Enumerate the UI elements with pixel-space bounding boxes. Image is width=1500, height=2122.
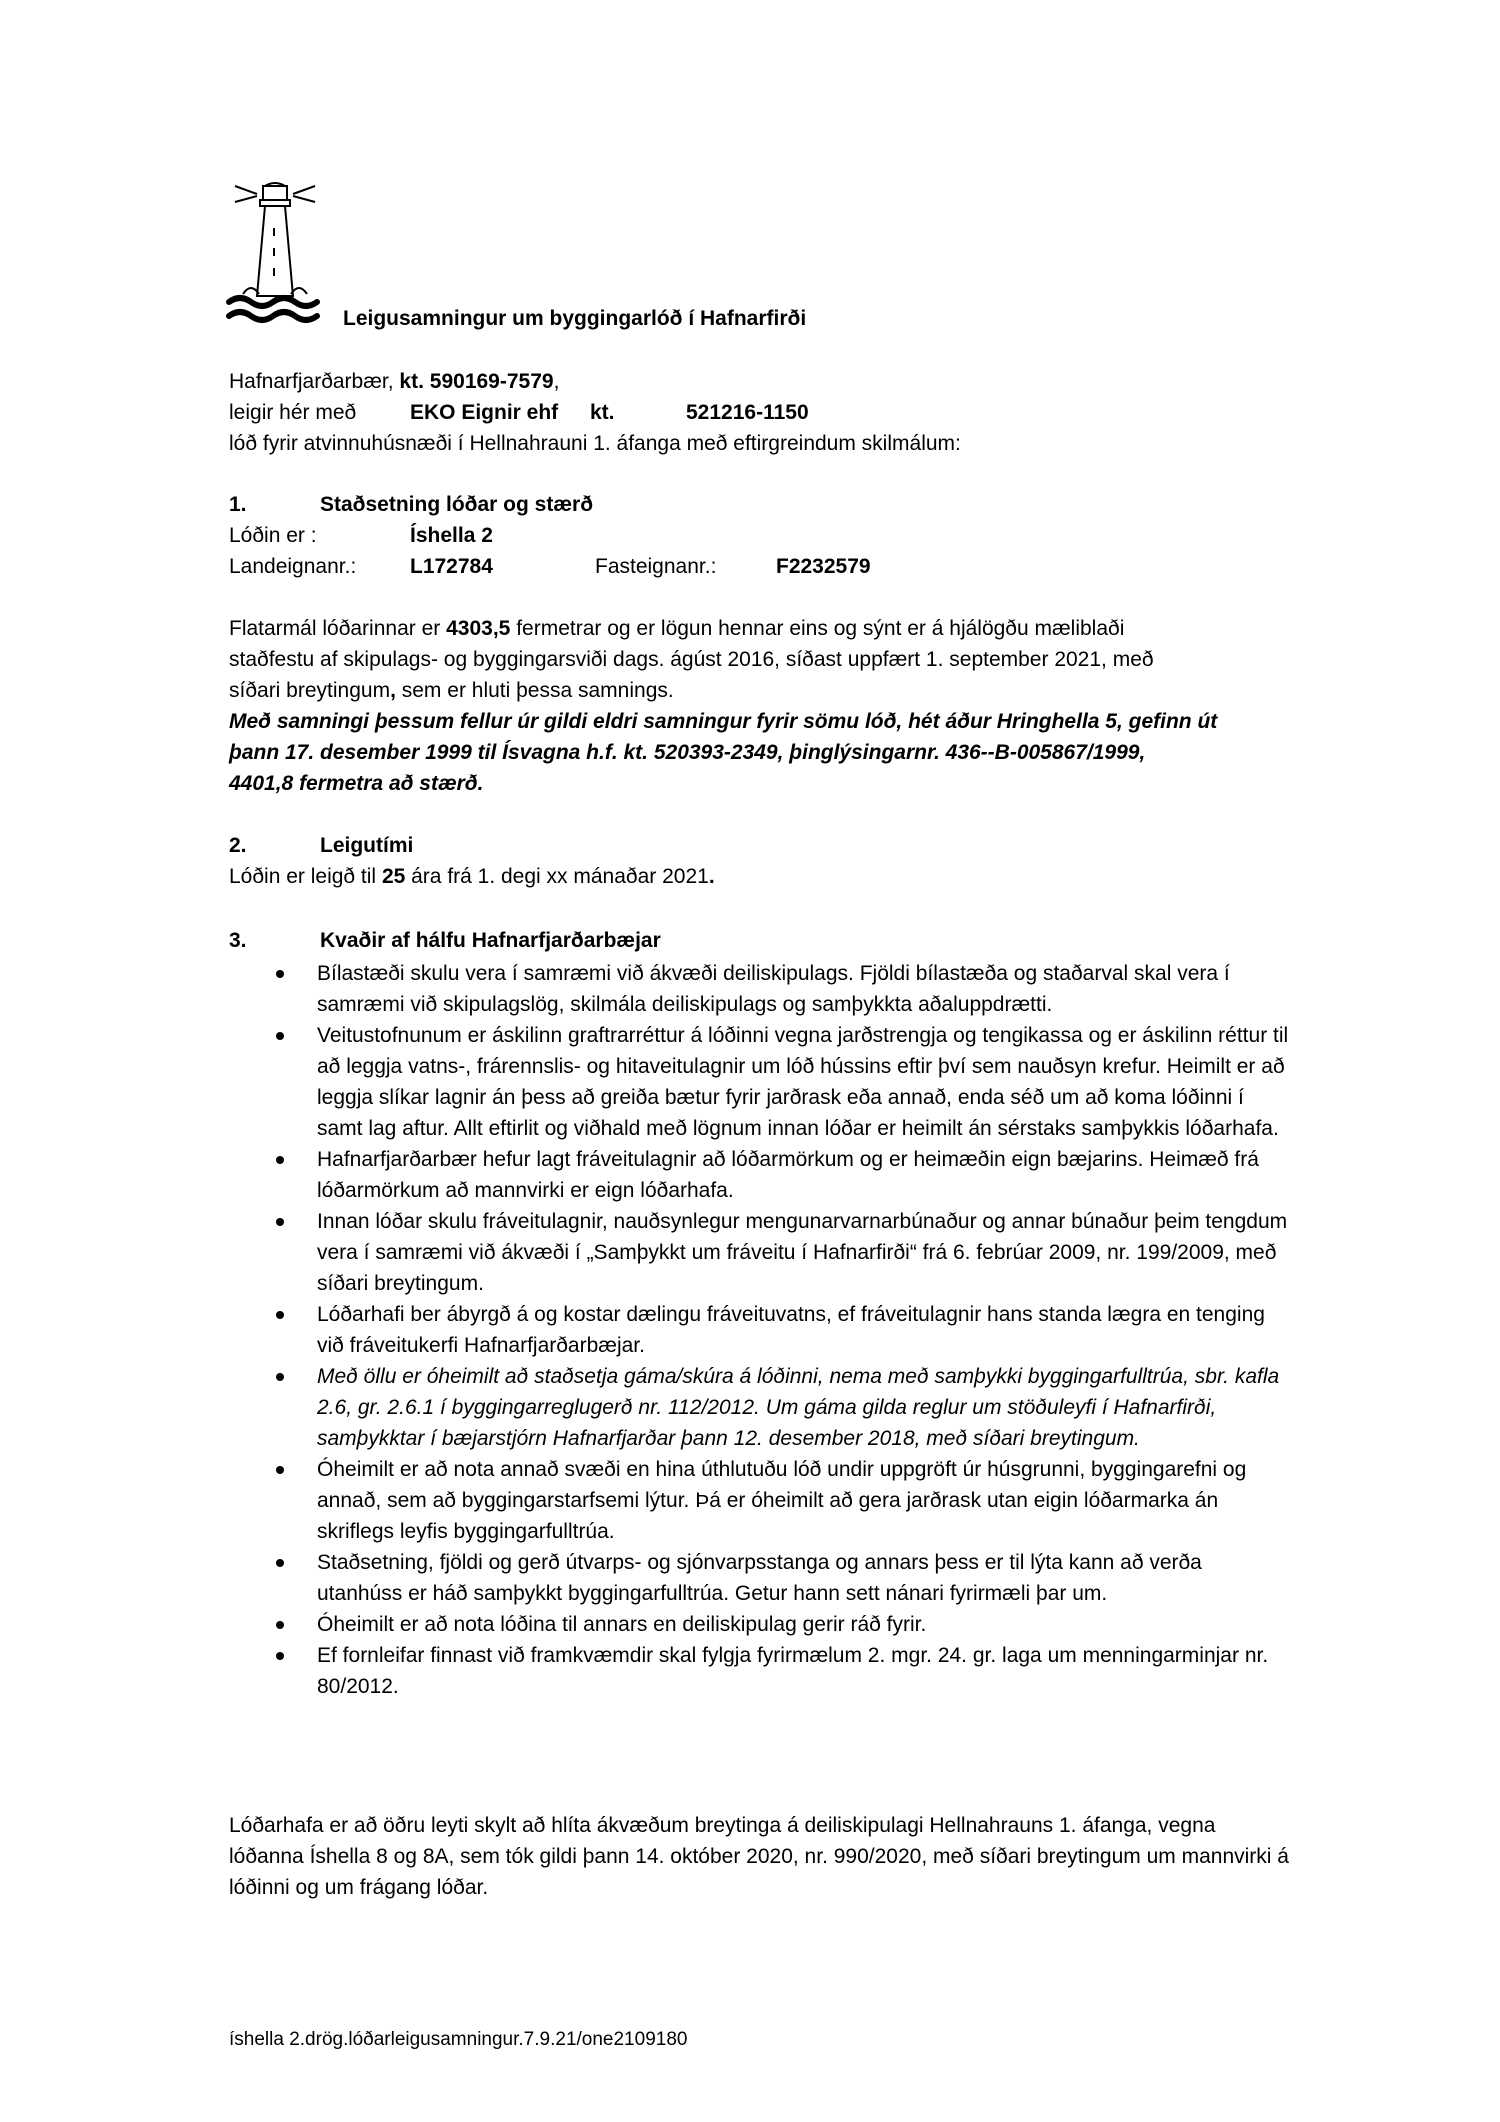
lessor-comma: , bbox=[553, 370, 560, 393]
area-line-3-comma: , bbox=[390, 679, 396, 702]
bullet-icon bbox=[276, 1032, 284, 1040]
lessor-kt: 590169-7579 bbox=[429, 370, 554, 393]
area-line-3a: síðari breytingum bbox=[229, 679, 391, 702]
bullet-icon bbox=[276, 1466, 284, 1474]
bullet-icon bbox=[276, 1652, 284, 1660]
lease-term-suffix: ára frá 1. degi xx mánaðar 2021 bbox=[405, 865, 709, 888]
area-line-1 bbox=[229, 613, 1124, 644]
list-item bbox=[276, 1020, 1291, 1144]
lodin-label: Lóðin er : bbox=[229, 524, 317, 547]
section-2-title: Leigutími bbox=[320, 834, 414, 857]
lessor-name: Hafnarfjarðarbær, bbox=[229, 370, 394, 393]
lodin-value: Íshella 2 bbox=[410, 524, 493, 547]
list-item-text: Hafnarfjarðarbær hefur lagt fráveitulagnir að lóðarmörkum og er heimæðin eign bæjarins. Heimæð frá lóðarmörkum að mannvirki er eign lóðarhafa. bbox=[317, 1148, 1259, 1202]
lessee-line bbox=[229, 397, 356, 428]
area-suffix: fermetrar og er lögun hennar eins og sýnt er á hjálögðu mæliblaði bbox=[516, 617, 1125, 640]
lease-term-prefix: Lóðin er leigð til bbox=[229, 865, 377, 888]
closing-paragraph: Lóðarhafa er að öðru leyti skylt að hlíta ákvæðum breytinga á deiliskipulagi Hellnahrauns 1. áfanga, vegna lóðanna Íshella 8 og 8A, sem tók gildi þann 14. október 2020, nr. 990/2020, með síðari breytingum um mannvirki á lóðinni og um frágang lóðar. bbox=[229, 1814, 1289, 1899]
replace-line-3: 4401,8 fermetra að stærð. bbox=[229, 772, 484, 795]
lessor-line bbox=[229, 366, 559, 397]
list-item bbox=[276, 1144, 1291, 1206]
obligations-list bbox=[276, 958, 1291, 1702]
lessee-prefix: leigir hér með bbox=[229, 401, 357, 424]
area-line-3b: sem er hluti þessa samnings. bbox=[395, 679, 674, 702]
fasteign-value: F2232579 bbox=[776, 555, 871, 578]
list-item-text: Staðsetning, fjöldi og gerð útvarps- og sjónvarpsstanga og annars þess er til lýta kann að verða utanhúss er háð samþykkt byggingarfulltrúa. Getur hann sett nánari fyrirmæli þar um. bbox=[317, 1551, 1202, 1605]
list-item-text: Með öllu er óheimilt að staðsetja gáma/skúra á lóðinni, nema með samþykki byggingarfulltrúa, sbr. kafla 2.6, gr. 2.6.1 í byggingarreglugerð nr. 112/2012. Um gáma gilda reglur um stöðuleyfi í Hafnarfirði, samþykktar í bæjarstjórn Hafnarfjarðar þann 12. desember 2018, með síðari breytingum. bbox=[317, 1365, 1280, 1450]
bullet-icon bbox=[276, 1218, 284, 1226]
bullet-icon bbox=[276, 1621, 284, 1629]
section-3-number: 3. bbox=[229, 929, 247, 952]
section-3-title: Kvaðir af hálfu Hafnarfjarðarbæjar bbox=[320, 929, 661, 952]
replace-line-1: Með samningi þessum fellur úr gildi eldri samningur fyrir sömu lóð, hét áður Hringhella 5, gefinn út bbox=[229, 710, 1218, 733]
lessor-kt-label: kt. bbox=[399, 370, 424, 393]
lease-term-line bbox=[229, 861, 715, 892]
lessee-name: EKO Eignir ehf bbox=[410, 401, 559, 424]
lease-term-years: 25 bbox=[381, 865, 406, 888]
list-item-text: Lóðarhafi ber ábyrgð á og kostar dælingu fráveituvatns, ef fráveitulagnir hans standa lægra en tenging við fráveitukerfi Hafnarfjarðarbæjar. bbox=[317, 1303, 1265, 1357]
list-item-text: Bílastæði skulu vera í samræmi við ákvæði deiliskipulags. Fjöldi bílastæða og staðarval skal vera í samræmi við skipulagslög, skilmála deiliskipulags og samþykkta aðaluppdrætti. bbox=[317, 962, 1230, 1016]
lighthouse-logo-icon bbox=[225, 178, 325, 328]
replace-line-2: þann 17. desember 1999 til Ísvagna h.f. kt. 520393-2349, þinglýsingarnr. 436--B-005867/1999, bbox=[229, 741, 1146, 764]
area-line-3 bbox=[229, 675, 674, 706]
bullet-icon bbox=[276, 970, 284, 978]
list-item bbox=[276, 1640, 1291, 1702]
lessee-kt-label: kt. bbox=[590, 401, 615, 424]
list-item bbox=[276, 1547, 1291, 1609]
bullet-icon bbox=[276, 1559, 284, 1567]
area-prefix: Flatarmál lóðarinnar er bbox=[229, 617, 441, 640]
lease-term-period: . bbox=[708, 865, 715, 888]
list-item bbox=[276, 958, 1291, 1020]
list-item-text: Óheimilt er að nota lóðina til annars en deiliskipulag gerir ráð fyrir. bbox=[317, 1613, 927, 1636]
section-2-number: 2. bbox=[229, 834, 247, 857]
area-line-2: staðfestu af skipulags- og byggingarsviði dags. ágúst 2016, síðast uppfært 1. september 2021, með bbox=[229, 648, 1154, 671]
document-title: Leigusamningur um byggingarlóð í Hafnarfirði bbox=[343, 307, 807, 330]
footer-reference: íshella 2.drög.lóðarleigusamningur.7.9.21/one2109180 bbox=[229, 2029, 688, 2050]
bullet-icon bbox=[276, 1311, 284, 1319]
list-item bbox=[276, 1361, 1291, 1454]
bullet-icon bbox=[276, 1373, 284, 1381]
list-item bbox=[276, 1609, 1291, 1640]
list-item-text: Innan lóðar skulu fráveitulagnir, nauðsynlegur mengunarvarnarbúnaður og annar búnaður þeim tengdum vera í samræmi við ákvæði í „Samþykkt um fráveitu í Hafnarfirði“ frá 6. febrúar 2009, nr. 199/2009, með síðari breytingum. bbox=[317, 1210, 1288, 1295]
list-item bbox=[276, 1206, 1291, 1299]
list-item-text: Ef fornleifar finnast við framkvæmdir skal fylgja fyrirmælum 2. mgr. 24. gr. laga um menningarminjar nr. 80/2012. bbox=[317, 1644, 1269, 1698]
section-1-number: 1. bbox=[229, 493, 247, 516]
fasteign-label: Fasteignanr.: bbox=[595, 555, 717, 578]
list-item bbox=[276, 1299, 1291, 1361]
landeign-label: Landeignanr.: bbox=[229, 555, 357, 578]
area-value: 4303,5 bbox=[446, 617, 511, 640]
landeign-value: L172784 bbox=[410, 555, 493, 578]
section-1-title: Staðsetning lóðar og stærð bbox=[320, 493, 594, 516]
list-item-text: Óheimilt er að nota annað svæði en hina úthlutuðu lóð undir uppgröft úr húsgrunni, byggingarefni og annað, sem að byggingarstarfsemi lýtur. Þá er óheimilt að gera jarðrask utan eigin lóðarmarka án skriflegs leyfis byggingarfulltrúa. bbox=[317, 1458, 1247, 1543]
bullet-icon bbox=[276, 1156, 284, 1164]
list-item-text: Veitustofnunum er áskilinn graftrarréttur á lóðinni vegna jarðstrengja og tengikassa og er áskilinn réttur til að leggja vatns-, frárennslis- og hitaveitulagnir um lóð hússins eftir því sem nauðsyn krefur. Heimilt er að leggja slíkar lagnir án þess að greiða bætur fyrir jarðrask eða annað, enda séð um að koma lóðinni í samt lag aftur. Allt eftirlit og viðhald með lögnum innan lóðar er heimilt án sérstaks samþykkis lóðarhafa. bbox=[317, 1024, 1289, 1140]
lessee-kt: 521216-1150 bbox=[686, 401, 809, 424]
list-item bbox=[276, 1454, 1291, 1547]
purpose-line: lóð fyrir atvinnuhúsnæði í Hellnahrauni 1. áfanga með eftirgreindum skilmálum: bbox=[229, 432, 961, 455]
